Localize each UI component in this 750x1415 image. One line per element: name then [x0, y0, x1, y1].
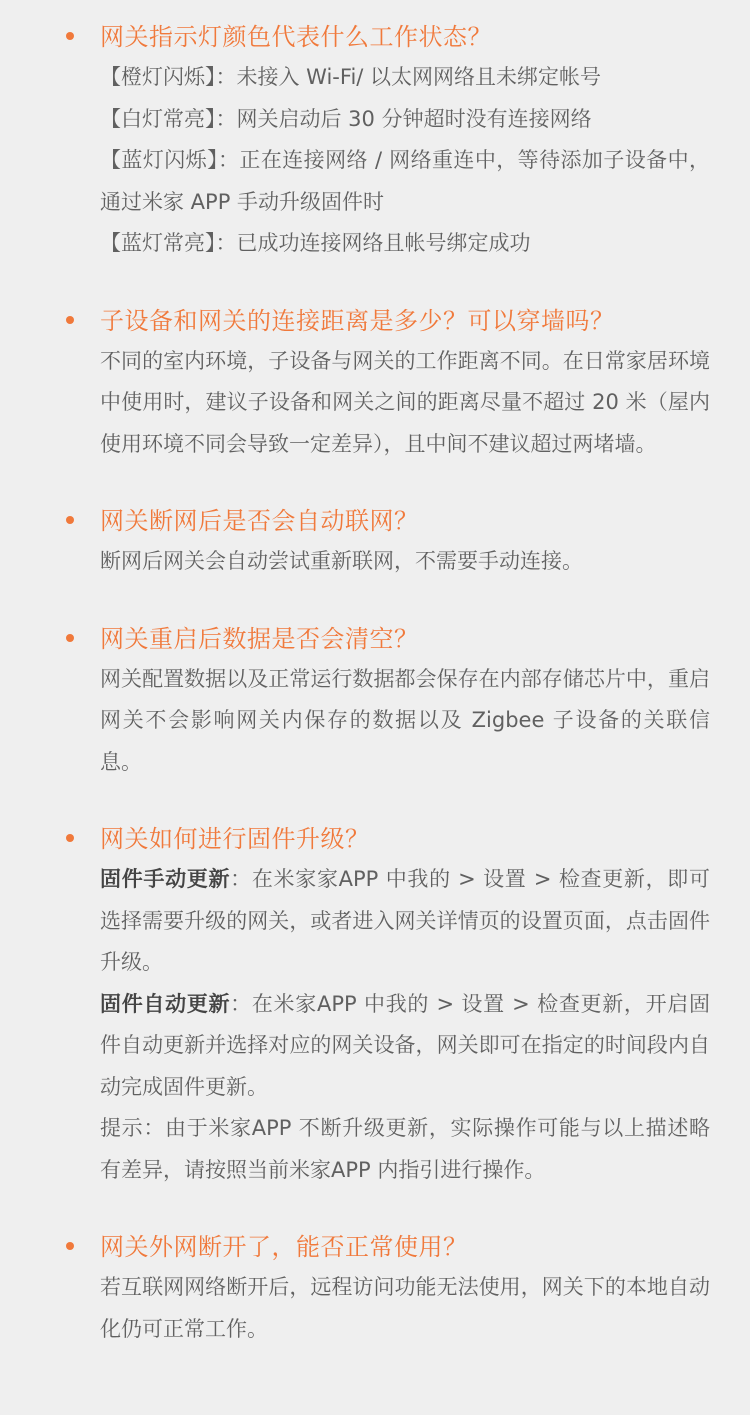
answer-line: 断网后网关会自动尝试重新联网，不需要手动连接。	[100, 549, 583, 573]
answer-label: 固件手动更新	[100, 867, 231, 891]
bullet-dot-icon	[66, 316, 74, 324]
answer-line: 提示：由于米家APP 不断升级更新，实际操作可能与以上描述略有差异，请按照当前米家APP 内指引进行操作。	[100, 1116, 710, 1182]
bullet-dot-icon	[66, 32, 74, 40]
faq-answer	[100, 859, 710, 1191]
bullet-dot-icon	[66, 834, 74, 842]
answer-line: 网关配置数据以及正常运行数据都会保存在内部存储芯片中，重启网关不会影响网关内保存的数据以及 Zigbee 子设备的关联信息。	[100, 666, 710, 774]
faq-answer	[100, 659, 710, 784]
answer-line: 若互联网网络断开后，远程访问功能无法使用，网关下的本地自动化仍可正常工作。	[100, 1275, 710, 1341]
faq-question: 网关如何进行固件升级？	[100, 825, 370, 853]
faq-item-reboot-data	[66, 619, 710, 784]
faq-answer	[100, 57, 710, 265]
faq-question: 网关重启后数据是否会清空？	[100, 624, 419, 653]
faq-answer	[100, 341, 710, 466]
answer-line	[100, 859, 710, 984]
faq-answer	[100, 1267, 710, 1350]
bullet-dot-icon	[66, 634, 74, 642]
faq-item-offline-use	[66, 1227, 710, 1350]
faq-question: 子设备和网关的连接距离是多少？可以穿墙吗？	[100, 306, 615, 335]
faq-question: 网关断网后是否会自动联网？	[100, 507, 419, 535]
answer-line: 【蓝灯闪烁】：正在连接网络 / 网络重连中，等待添加子设备中，通过米家 APP 手动升级固件时	[100, 148, 710, 214]
faq-item-indicator-light	[66, 17, 710, 265]
answer-line: 【橙灯闪烁】：未接入 Wi-Fi/ 以太网网络且未绑定帐号	[100, 65, 602, 89]
answer-text: ：在米家家APP 中我的 > 设置 > 检查更新，即可选择需要升级的网关，或者进入网关详情页的设置页面，点击固件升级。	[100, 867, 711, 974]
faq-answer	[100, 541, 710, 583]
faq-question: 网关指示灯颜色代表什么工作状态？	[100, 23, 492, 51]
answer-label: 固件自动更新	[100, 991, 231, 1016]
faq-question: 网关外网断开了，能否正常使用？	[100, 1233, 468, 1261]
bullet-dot-icon	[66, 516, 74, 524]
answer-line: 【蓝灯常亮】：已成功连接网络且帐号绑定成功	[100, 231, 531, 255]
faq-item-auto-reconnect	[66, 501, 710, 583]
answer-line: 不同的室内环境，子设备与网关的工作距离不同。在日常家居环境中使用时，建议子设备和网关之间的距离尽量不超过 20 米（屋内使用环境不同会导致一定差异），且中间不建议超过两堵墙。	[100, 348, 710, 456]
answer-text: ：在米家APP 中我的 > 设置 > 检查更新，开启固件自动更新并选择对应的网关设备，网关即可在指定的时间段内自动完成固件更新。	[100, 991, 711, 1099]
bullet-dot-icon	[66, 1242, 74, 1250]
answer-line	[100, 984, 710, 1109]
answer-line: 【白灯常亮】：网关启动后 30 分钟超时没有连接网络	[100, 106, 592, 131]
faq-item-connection-distance	[66, 301, 710, 466]
faq-item-firmware-upgrade	[66, 819, 710, 1191]
